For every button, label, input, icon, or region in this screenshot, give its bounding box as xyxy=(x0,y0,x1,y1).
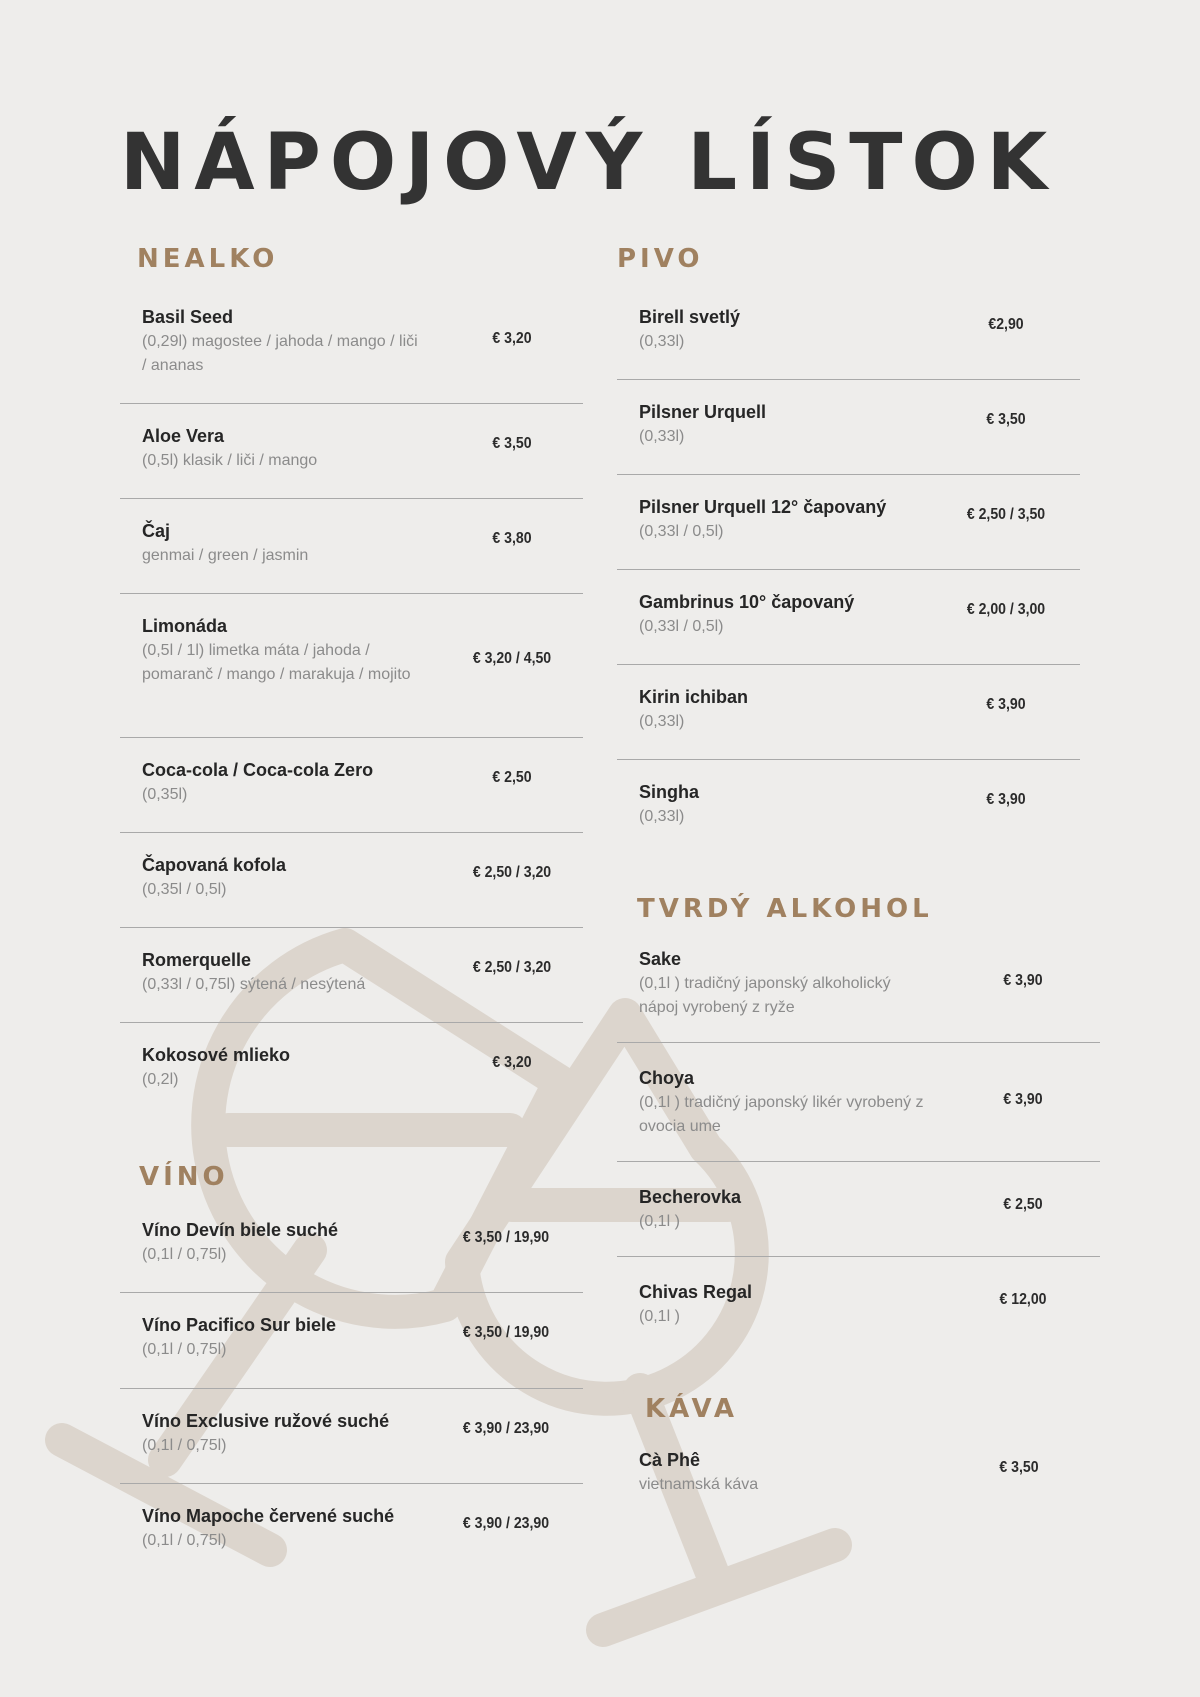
divider xyxy=(617,664,1080,665)
menu-item-price: € 3,90 xyxy=(1003,1091,1043,1108)
divider xyxy=(617,1161,1100,1162)
menu-item-info xyxy=(639,1280,929,1329)
menu-item-price: € 2,50 xyxy=(492,769,532,786)
menu-item-info xyxy=(142,305,422,378)
section-title-tvrdy-alkohol: TVRDÝ ALKOHOL xyxy=(637,894,933,924)
menu-item-price: € 3,90 xyxy=(1003,972,1043,989)
menu-item-name: Choya xyxy=(639,1068,695,1088)
menu-item-price: € 2,50 xyxy=(1003,1196,1043,1213)
menu-item-price: € 3,90 xyxy=(986,791,1026,808)
menu-item-name: Čaj xyxy=(142,521,171,541)
menu-item-info xyxy=(142,1218,422,1267)
menu-item-info xyxy=(639,400,919,449)
menu-item-description: (0,35l) xyxy=(142,786,188,803)
menu-item-info xyxy=(639,1066,929,1139)
menu-item-description: (0,5l / 1l) limetka máta / jahoda / pomaranč / mango / marakuja / mojito xyxy=(142,642,411,683)
menu-item-info xyxy=(142,424,422,473)
menu-item-name: Cà Phê xyxy=(639,1450,701,1470)
divider xyxy=(120,1388,583,1389)
menu-item-price: € 3,50 xyxy=(986,411,1026,428)
menu-item-name: Víno Devín biele suché xyxy=(142,1220,339,1240)
menu-item-description: (0,33l) xyxy=(639,333,685,350)
menu-item-info xyxy=(142,1504,422,1553)
menu-item-name: Birell svetlý xyxy=(639,307,741,327)
menu-item-description: (0,1l / 0,75l) xyxy=(142,1246,227,1263)
section-title-vino: VÍNO xyxy=(139,1162,229,1192)
menu-item-description: (0,5l) klasik / liči / mango xyxy=(142,452,318,469)
menu-item-name: Víno Exclusive ružové suché xyxy=(142,1411,390,1431)
section-nealko xyxy=(120,240,583,1100)
divider xyxy=(617,379,1080,380)
section-vino xyxy=(120,1162,583,1582)
menu-item-name: Víno Pacifico Sur biele xyxy=(142,1315,337,1335)
section-tvrdy-alkohol xyxy=(617,890,1100,1350)
menu-item-description: (0,33l) xyxy=(639,428,685,445)
menu-item-price: € 3,90 xyxy=(986,696,1026,713)
menu-item-info xyxy=(639,1185,929,1234)
menu-item-name: Limonáda xyxy=(142,616,228,636)
page-title: NÁPOJOVÝ LÍSTOK xyxy=(120,118,1057,208)
menu-item-price: € 3,80 xyxy=(492,530,532,547)
menu-item-description: (0,1l / 0,75l) xyxy=(142,1532,227,1549)
divider xyxy=(617,1042,1100,1043)
menu-item-name: Pilsner Urquell 12° čapovaný xyxy=(639,497,887,517)
menu-item-description: (0,33l / 0,5l) xyxy=(639,523,724,540)
menu-item-description: genmai / green / jasmin xyxy=(142,547,309,564)
divider xyxy=(617,759,1080,760)
menu-item-name: Kokosové mlieko xyxy=(142,1045,291,1065)
divider xyxy=(120,832,583,833)
menu-item-description: vietnamská káva xyxy=(639,1476,759,1493)
section-kava xyxy=(617,1390,1100,1510)
divider xyxy=(120,593,583,594)
menu-item-description: (0,33l / 0,5l) xyxy=(639,618,724,635)
menu-item-info xyxy=(639,685,919,734)
menu-item-description: (0,33l) xyxy=(639,808,685,825)
menu-item-info xyxy=(142,948,422,997)
divider xyxy=(120,927,583,928)
menu-item-name: Basil Seed xyxy=(142,307,234,327)
menu-item-description: (0,33l / 0,75l) sýtená / nesýtená xyxy=(142,976,366,993)
divider xyxy=(120,1022,583,1023)
menu-item-price: € 12,00 xyxy=(999,1291,1047,1308)
menu-item-info xyxy=(142,1043,422,1092)
menu-item-description: (0,1l ) xyxy=(639,1213,680,1230)
divider xyxy=(120,498,583,499)
divider xyxy=(120,737,583,738)
section-title-kava: KÁVA xyxy=(645,1394,738,1424)
menu-item-name: Čapovaná kofola xyxy=(142,855,287,875)
menu-item-info xyxy=(639,590,919,639)
menu-item-price: € 3,90 / 23,90 xyxy=(462,1515,550,1532)
menu-item-price: € 2,00 / 3,00 xyxy=(966,601,1046,618)
menu-item-name: Gambrinus 10° čapovaný xyxy=(639,592,855,612)
menu-item-description: (0,1l / 0,75l) xyxy=(142,1437,227,1454)
menu-item-description: (0,1l / 0,75l) xyxy=(142,1341,227,1358)
menu-item-description: (0,1l ) xyxy=(639,1308,680,1325)
divider xyxy=(617,569,1080,570)
menu-item-description: (0,2l) xyxy=(142,1071,179,1088)
menu-item-name: Sake xyxy=(639,949,682,969)
divider xyxy=(617,1256,1100,1257)
menu-item-name: Becherovka xyxy=(639,1187,742,1207)
menu-item-info xyxy=(142,614,422,687)
menu-item-name: Chivas Regal xyxy=(639,1282,753,1302)
menu-item-name: Aloe Vera xyxy=(142,426,225,446)
menu-item-info xyxy=(639,780,919,829)
menu-item-info xyxy=(142,853,422,902)
menu-item-name: Romerquelle xyxy=(142,950,252,970)
menu-item-name: Coca-cola / Coca-cola Zero xyxy=(142,760,374,780)
menu-item-info xyxy=(639,1448,929,1497)
menu-item-price: € 3,90 / 23,90 xyxy=(462,1420,550,1437)
section-pivo xyxy=(617,240,1080,840)
menu-item-info xyxy=(639,495,919,544)
menu-item-name: Víno Mapoche červené suché xyxy=(142,1506,395,1526)
menu-item-price: € 2,50 / 3,20 xyxy=(472,959,552,976)
menu-item-info xyxy=(142,1409,422,1458)
menu-item-info xyxy=(639,947,929,1020)
menu-item-price: € 3,20 xyxy=(492,330,532,347)
divider xyxy=(617,474,1080,475)
menu-item-price: € 3,50 / 19,90 xyxy=(462,1229,550,1246)
menu-item-price: € 3,20 / 4,50 xyxy=(472,650,552,667)
menu-item-price: € 3,50 xyxy=(999,1459,1039,1476)
menu-item-name: Kirin ichiban xyxy=(639,687,749,707)
divider xyxy=(120,1483,583,1484)
menu-item-price: € 3,50 / 19,90 xyxy=(462,1324,550,1341)
section-title-nealko: NEALKO xyxy=(137,244,279,274)
menu-item-info xyxy=(142,758,422,807)
menu-item-name: Singha xyxy=(639,782,700,802)
menu-item-price: € 3,50 xyxy=(492,435,532,452)
menu-item-info xyxy=(142,519,422,568)
menu-item-description: (0,35l / 0,5l) xyxy=(142,881,227,898)
menu-item-price: € 3,20 xyxy=(492,1054,532,1071)
menu-item-name: Pilsner Urquell xyxy=(639,402,767,422)
divider xyxy=(120,1292,583,1293)
section-title-pivo: PIVO xyxy=(617,244,704,274)
menu-item-price: € 2,50 / 3,50 xyxy=(966,506,1046,523)
menu-item-price: €2,90 xyxy=(988,316,1024,333)
menu-item-description: (0,29l) magostee / jahoda / mango / liči / ananas xyxy=(142,333,418,374)
divider xyxy=(120,403,583,404)
menu-item-description: (0,1l ) tradičný japonský likér vyrobený z ovocia ume xyxy=(639,1094,924,1135)
menu-item-info xyxy=(142,1313,422,1362)
menu-item-description: (0,1l ) tradičný japonský alkoholický nápoj vyrobený z ryže xyxy=(639,975,891,1016)
menu-item-description: (0,33l) xyxy=(639,713,685,730)
menu-item-price: € 2,50 / 3,20 xyxy=(472,864,552,881)
menu-item-info xyxy=(639,305,919,354)
